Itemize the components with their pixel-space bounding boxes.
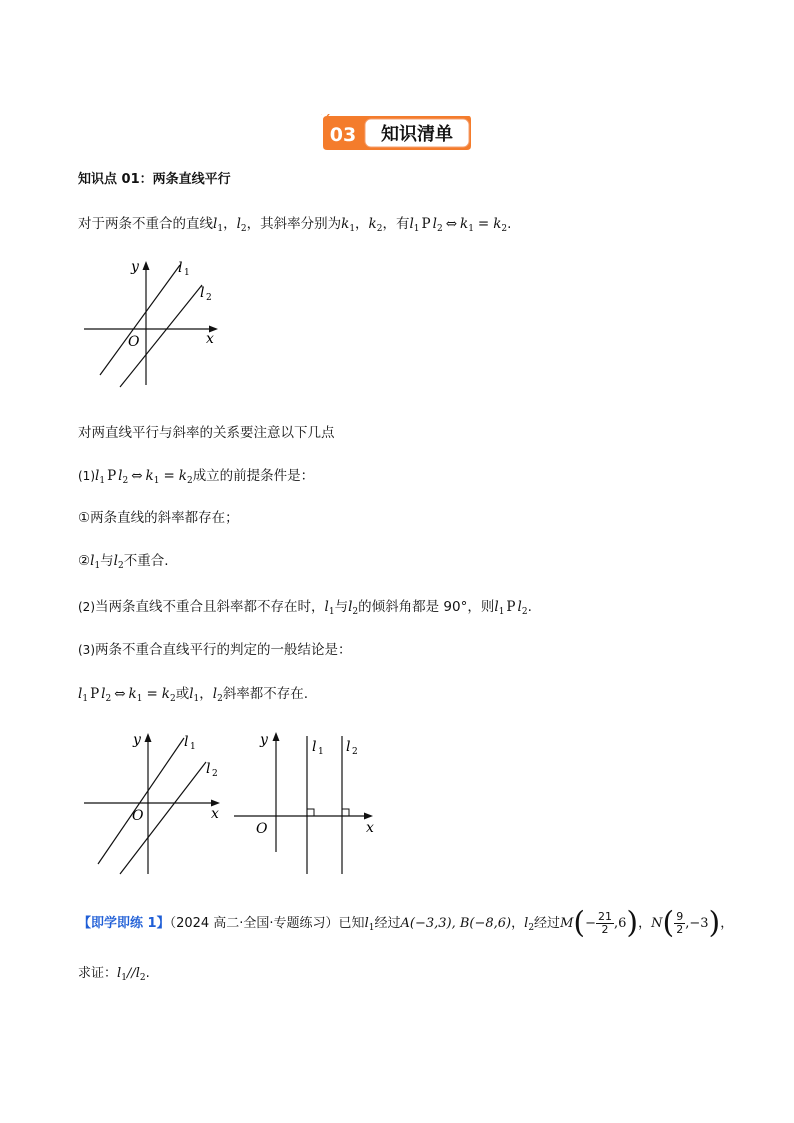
svg-text:1: 1 bbox=[190, 742, 196, 752]
figure-parallel-lines-2 bbox=[82, 726, 232, 876]
badge-number: 03 bbox=[329, 124, 357, 146]
point-3: (3)两条不重合直线平行的判定的一般结论是： bbox=[78, 642, 352, 658]
svg-text:1: 1 bbox=[318, 747, 324, 757]
intro-prefix: 对于两条不重合的直线 bbox=[78, 216, 213, 232]
exercise-line: 【即学即练 1】（2024 高二·全国·专题练习）已知$l_1$经过A(−3,3), B(−8,6)，$l_2$经过M(− $\frac{21}{2}$ ,6)，N( $\frac{9}{2}$ ,−3)， bbox=[78, 905, 734, 941]
svg-text:O: O bbox=[128, 334, 140, 350]
svg-text:2: 2 bbox=[212, 769, 218, 779]
intro-line: 对于两条不重合的直线$l_1$，$l_2$，其斜率分别为$k_1$，$k_2$，有$l_1$ P $l_2$ ⇔ $k_1 = k_2$. bbox=[78, 216, 512, 234]
svg-text:l: l bbox=[200, 285, 205, 301]
section-heading: 知识点 01：两条直线平行 bbox=[78, 172, 231, 187]
svg-text:x: x bbox=[366, 820, 374, 836]
conclusion: $l_1$ P $l_2$ ⇔ $k_1 = k_2$或$l_1$，$l_2$斜率都不存在. bbox=[78, 686, 309, 704]
svg-text:l: l bbox=[312, 739, 317, 755]
figure-vertical-parallel-lines bbox=[232, 726, 382, 876]
svg-text:l: l bbox=[184, 734, 189, 750]
exercise-tag: 【即学即练 1】 bbox=[78, 916, 170, 931]
point-2: (2)当两条直线不重合且斜率都不存在时，$l_1$与$l_2$的倾斜角都是 90°，则$l_1$ P $l_2$. bbox=[78, 599, 532, 617]
svg-text:y: y bbox=[131, 259, 139, 275]
svg-text:l: l bbox=[206, 761, 211, 777]
section-badge bbox=[321, 114, 473, 152]
svg-text:l: l bbox=[346, 739, 351, 755]
badge-graphic bbox=[321, 114, 473, 152]
svg-text:O: O bbox=[132, 808, 144, 824]
badge-title: 知识清单 bbox=[381, 124, 453, 145]
svg-text:O: O bbox=[256, 821, 268, 837]
svg-text:1: 1 bbox=[184, 268, 190, 278]
svg-text:y: y bbox=[260, 732, 268, 748]
svg-text:x: x bbox=[211, 806, 219, 822]
svg-text:x: x bbox=[206, 331, 214, 347]
exercise-prove: 求证：$l_1//l_2$. bbox=[78, 966, 150, 983]
condition-1: ①两条直线的斜率都存在； bbox=[78, 510, 239, 526]
figure-parallel-lines-1 bbox=[80, 255, 225, 390]
svg-text:y: y bbox=[133, 732, 141, 748]
svg-text:2: 2 bbox=[206, 293, 212, 303]
condition-2: $②l_1$与$l_2$不重合. bbox=[78, 553, 169, 571]
svg-text:2: 2 bbox=[352, 747, 358, 757]
point-1: $(1)l_1$ P $l_2$ ⇔ $k_1 = k_2$成立的前提条件是： bbox=[78, 468, 315, 486]
svg-text:l: l bbox=[178, 260, 183, 276]
note-intro: 对两直线平行与斜率的关系要注意以下几点 bbox=[78, 425, 335, 441]
